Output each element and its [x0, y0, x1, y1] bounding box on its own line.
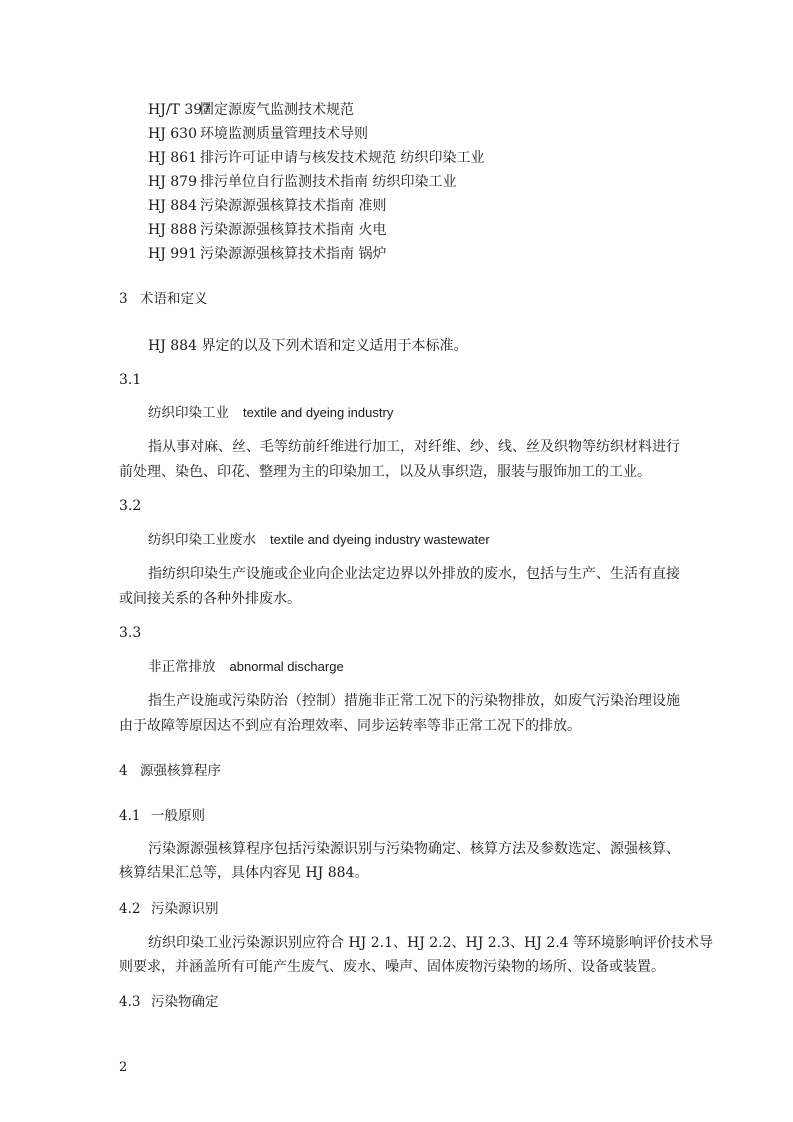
reference-item	[148, 221, 386, 239]
subsection-heading	[119, 993, 219, 1011]
reference-item	[148, 149, 484, 167]
clause-number: 3.3	[119, 625, 142, 641]
section-number: 3	[119, 291, 128, 307]
term-english: textile and dyeing industry	[243, 405, 394, 420]
definition-line: 指从事对麻、丝、毛等纺前纤维进行加工，对纤维、纱、线、丝及织物等纺织材料进行	[148, 439, 680, 455]
clause-number: 3.2	[119, 498, 142, 514]
reference-title: 排污单位自行监测技术指南 纺织印染工业	[200, 174, 457, 190]
reference-item	[148, 245, 386, 263]
subsection-number: 4.3	[119, 994, 141, 1010]
term-english: abnormal discharge	[229, 659, 344, 674]
section-heading	[119, 290, 208, 308]
subsection-heading	[119, 807, 205, 825]
term-chinese: 纺织印染工业	[148, 405, 229, 421]
subsection-title: 污染源识别	[151, 901, 219, 917]
subsection-number: 4.2	[119, 901, 141, 917]
section-title: 源强核算程序	[140, 763, 221, 779]
term-chinese: 非正常排放	[148, 659, 216, 675]
term-entry	[148, 531, 490, 549]
paragraph-line: 核算结果汇总等，具体内容见 HJ 884。	[119, 865, 369, 881]
page-number: 2	[119, 1060, 128, 1075]
reference-code: HJ 991	[148, 246, 197, 262]
term-entry	[148, 404, 393, 422]
reference-code: HJ 888	[148, 222, 197, 238]
reference-item	[148, 197, 386, 215]
reference-title: 排污许可证申请与核发技术规范 纺织印染工业	[200, 150, 485, 166]
definition-line: 指纺织印染生产设施或企业向企业法定边界以外排放的废水，包括与生产、生活有直接	[148, 566, 680, 582]
paragraph: HJ 884 界定的以及下列术语和定义适用于本标准。	[148, 338, 468, 354]
term-chinese: 纺织印染工业废水	[148, 532, 256, 548]
section-number: 4	[119, 763, 128, 779]
clause-number: 3.1	[119, 372, 142, 388]
reference-title: 污染源源强核算技术指南 火电	[200, 222, 387, 238]
term-english: textile and dyeing industry wastewater	[270, 532, 490, 547]
term-entry	[148, 658, 344, 676]
subsection-number: 4.1	[119, 808, 141, 824]
paragraph-line: 污染源源强核算程序包括污染源识别与污染物确定、核算方法及参数选定、源强核算、	[148, 841, 680, 857]
definition-line: 前处理、染色、印花、整理为主的印染加工，以及从事织造，服装与服饰加工的工业。	[119, 464, 651, 480]
subsection-title: 一般原则	[151, 808, 205, 824]
reference-item	[148, 125, 368, 143]
reference-code: HJ/T 397	[148, 102, 212, 118]
reference-title: 污染源源强核算技术指南 锅炉	[200, 246, 387, 262]
subsection-title: 污染物确定	[151, 994, 219, 1010]
paragraph-line: 则要求，并涵盖所有可能产生废气、废水、噪声、固体废物污染物的场所、设备或装置。	[119, 959, 665, 975]
section-heading	[119, 762, 221, 780]
reference-title: 环境监测质量管理技术导则	[200, 126, 368, 142]
reference-code: HJ 879	[148, 174, 197, 190]
definition-line: 由于故障等原因达不到应有治理效率、同步运转率等非正常工况下的排放。	[119, 718, 581, 734]
subsection-heading	[119, 900, 219, 918]
reference-title: 固定源废气监测技术规范	[200, 102, 354, 118]
reference-code: HJ 884	[148, 198, 197, 214]
reference-item	[148, 101, 354, 119]
paragraph-line: 纺织印染工业污染源识别应符合 HJ 2.1、HJ 2.2、HJ 2.3、HJ 2.4 等环境影响评价技术导	[148, 935, 714, 951]
reference-title: 污染源源强核算技术指南 准则	[200, 198, 387, 214]
definition-line: 指生产设施或污染防治（控制）措施非正常工况下的污染物排放，如废气污染治理设施	[148, 693, 680, 709]
reference-code: HJ 861	[148, 150, 197, 166]
reference-item	[148, 173, 456, 191]
section-title: 术语和定义	[140, 291, 208, 307]
definition-line: 或间接关系的各种外排废水。	[119, 591, 301, 607]
reference-code: HJ 630	[148, 126, 197, 142]
